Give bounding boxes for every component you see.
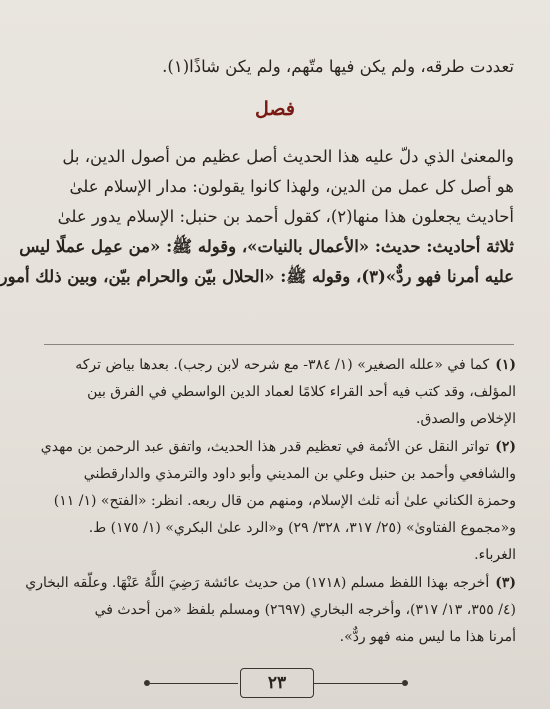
footnote-line: والشافعي وأحمد بن حنبل وعلي بن المديني وأبو داود والترمذي والدارقطني bbox=[83, 466, 516, 482]
footnote-number: (٣) bbox=[495, 575, 516, 591]
footnote-3 bbox=[25, 570, 516, 651]
text-line: تعددت طرقه، ولم يكن فيها متّهم، ولم يكن شاذًا(١). bbox=[162, 57, 514, 76]
text-line: عليه أمرنا فهو ردٌّ»(٣)، وقوله ﷺ: «الحلال بيّن والحرام بيّن، وبين ذلك أمور bbox=[0, 267, 514, 286]
footnote-line: وحمزة الكناني علىٰ أنه ثلث الإسلام، ومنهم من قال ربعه. انظر: «الفتح» (١/ ١١) bbox=[53, 493, 516, 509]
text-line: أحاديث يجعلون هذا منها(٢)، كقول أحمد بن حنبل: الإسلام يدور علىٰ bbox=[57, 207, 514, 226]
footer-ornament-left bbox=[150, 683, 238, 684]
footnote-line: و«مجموع الفتاوىٰ» (٢٥/ ٣١٧، ٣٢٨/ ٢٩) و«الرد علىٰ البكري» (١/ ١٧٥) ط. bbox=[88, 520, 516, 536]
footnote-line: المؤلف، وقد كتب فيه أحد القراء كلامًا لعماد الدين الواسطي في الفرق بين bbox=[87, 384, 516, 400]
footnote-number: (٢) bbox=[495, 439, 516, 455]
footnote-line: (٢)تواتر النقل عن الأئمة في تعظيم قدر هذا الحديث، واتفق عبد الرحمن بن مهدي bbox=[40, 439, 516, 455]
ornament-dot bbox=[402, 680, 408, 686]
main-text bbox=[44, 52, 514, 82]
footnote-line: أمرنا هذا ما ليس منه فهو ردٌّ». bbox=[339, 629, 516, 645]
footnote-line: (١)كما في «علله الصغير» (١/ ٣٨٤- مع شرحه لابن رجب). بعدها بياض تركه bbox=[75, 357, 516, 373]
footnote-line: الإخلاص والصدق. bbox=[416, 411, 516, 427]
footnote-line: (٣)أخرجه بهذا اللفظ مسلم (١٧١٨) من حديث عائشة رَضِيَ اللَّهُ عَنْهَا. وعلّقه البخاري bbox=[25, 575, 516, 591]
footnote-1 bbox=[40, 352, 516, 433]
footnote-separator bbox=[44, 344, 514, 345]
text-line: والمعنىٰ الذي دلّ عليه هذا الحديث أصل عظيم من أصول الدين، بل bbox=[62, 147, 514, 166]
ornament-dot bbox=[144, 680, 150, 686]
footnote-2 bbox=[40, 434, 516, 569]
main-paragraph bbox=[0, 142, 514, 292]
footnote-line: (٤/ ٣٥٥، ١٣/ ٣١٧)، وأخرجه البخاري (٢٦٩٧) ومسلم بلفظ «من أحدث في bbox=[94, 602, 516, 618]
page-number: ٢٣ bbox=[240, 668, 314, 698]
footer-ornament-right bbox=[314, 683, 402, 684]
text-line: هو أصل كل عمل من الدين، ولهذا كانوا يقولون: مدار الإسلام علىٰ bbox=[69, 177, 514, 196]
footnote-line: الغرباء. bbox=[474, 547, 516, 563]
footnote-number: (١) bbox=[495, 357, 516, 373]
text-line: ثلاثة أحاديث: حديث: «الأعمال بالنيات»، وقوله ﷺ: «من عمِل عملًا ليس bbox=[19, 237, 514, 256]
section-heading: فصل bbox=[255, 98, 295, 120]
